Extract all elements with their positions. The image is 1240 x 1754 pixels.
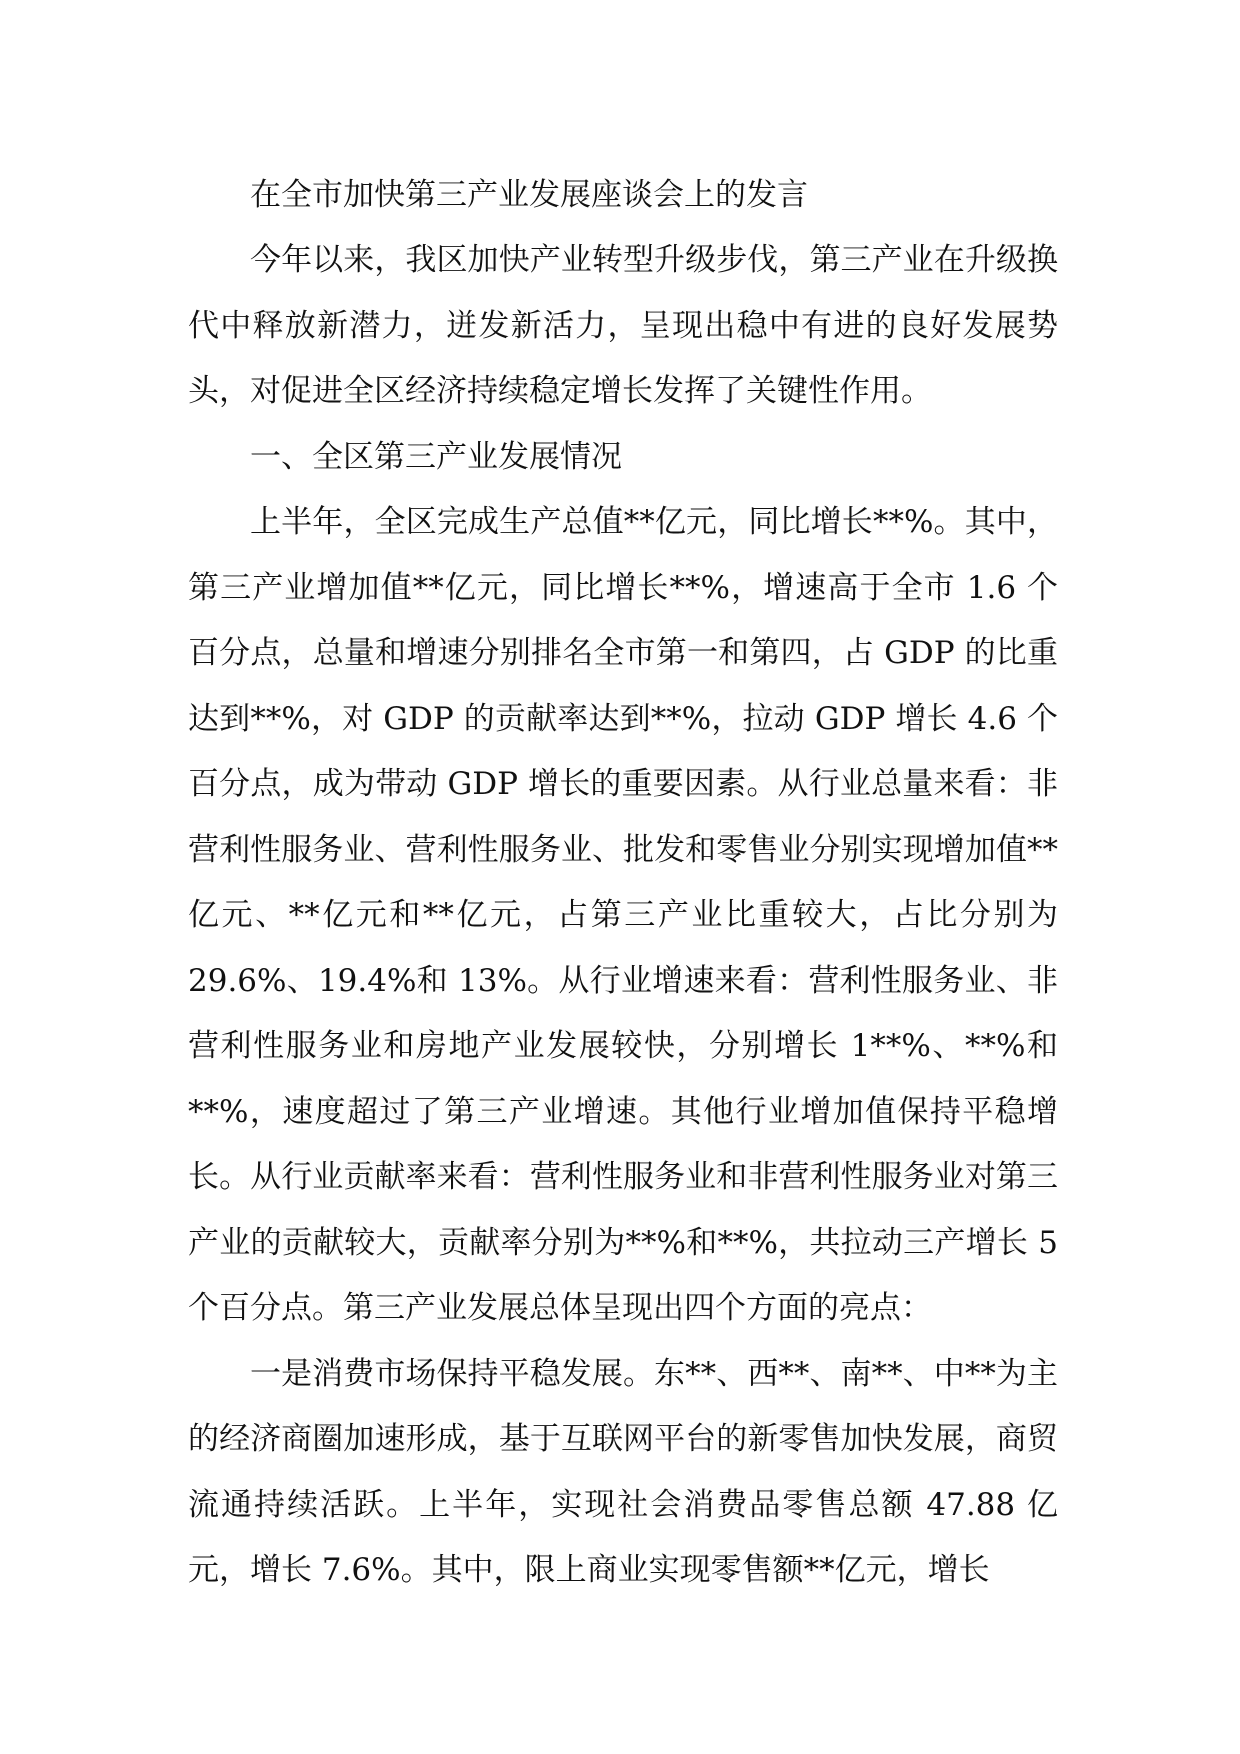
section-paragraph-consumption: 一是消费市场保持平稳发展。东**、西**、南**、中**为主的经济商圈加速形成，基于互联网平台的新零售加快发展，商贸流通持续活跃。上半年，实现社会消费品零售总额 47.88 亿元，增长 7.6%。其中，限上商业实现零售额**亿元，增长 [188, 1355, 1058, 1588]
document-body [188, 228, 1058, 1604]
intro-paragraph: 今年以来，我区加快产业转型升级步伐，第三产业在升级换代中释放新潜力，迸发新活力，呈现出稳中有进的良好发展势头，对促进全区经济持续稳定增长发挥了关键性作用。 [188, 242, 1058, 409]
section-heading: 一、全区第三产业发展情况 [250, 438, 622, 475]
section-paragraph-overview: 上半年，全区完成生产总值**亿元，同比增长**%。其中，第三产业增加值**亿元，同比增长**%，增速高于全市 1.6 个百分点，总量和增速分别排名全市第一和第四，占 GDP 的比重达到**%，对 GDP 的贡献率达到**%，拉动 GDP 增长 4.6 个百分点，成为带动 GDP 增长的重要因素。从行业总量来看：非营利性服务业、营利性服务业、批发和零售业分别实现增加值**亿元、**亿元和**亿元，占第三产业比重较大，占比分别为 29.6%、19.4%和 13%。从行业增速来看：营利性服务业、非营利性服务业和房地产业发展较快，分别增长 1**%、**%和**%，速度超过了第三产业增速。其他行业增加值保持平稳增长。从行业贡献率来看：营利性服务业和非营利性服务业对第三产业的贡献较大，贡献率分别为**%和**%，共拉动三产增长 5 个百分点。第三产业发展总体呈现出四个方面的亮点： [188, 504, 1058, 1326]
document-title: 在全市加快第三产业发展座谈会上的发言 [250, 177, 808, 213]
